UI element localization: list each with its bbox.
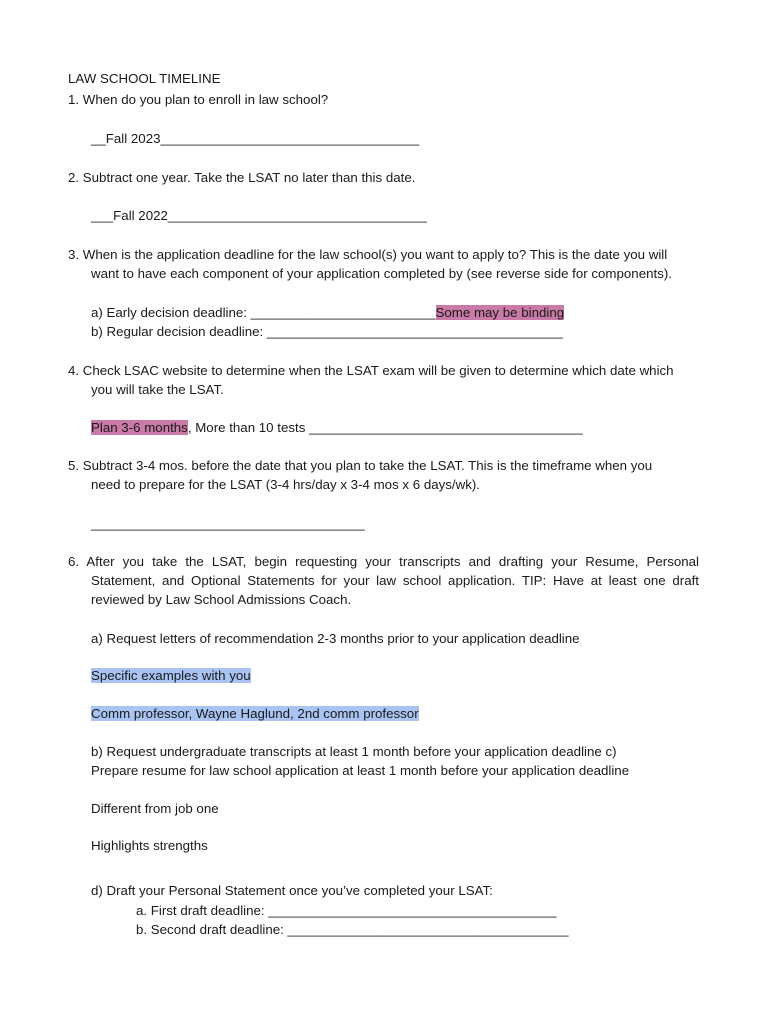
transcripts-item-line-1: b) Request undergraduate transcripts at least 1 month before your application deadline c) — [91, 744, 617, 759]
first-draft-deadline: a. First draft deadline: _______________________________________ — [136, 903, 557, 918]
early-decision-line — [91, 303, 564, 322]
question-5-line-2: need to prepare for the LSAT (3-4 hrs/day x 3-4 mos x 6 days/wk). — [91, 477, 480, 492]
question-6-line-2: Statement, and Optional Statements for your law school application. TIP: Have at least one draft — [91, 573, 699, 588]
question-4-line-1: 4. Check LSAC website to determine when the LSAT exam will be given to determine which date which — [68, 363, 674, 378]
question-6-line-3: reviewed by Law School Admissions Coach. — [91, 592, 352, 607]
lsat-plan-line — [91, 418, 583, 437]
regular-decision-line: b) Regular decision deadline: ________________________________________ — [91, 324, 563, 339]
resume-note-2: Highlights strengths — [91, 838, 208, 853]
specific-examples-highlight: Specific examples with you — [91, 668, 251, 683]
recommendation-letters-item: a) Request letters of recommendation 2-3 months prior to your application deadline — [91, 631, 580, 646]
page-title: LAW SCHOOL TIMELINE — [68, 71, 221, 86]
recommenders-highlight: Comm professor, Wayne Haglund, 2nd comm professor — [91, 706, 419, 721]
recommenders-note — [91, 704, 419, 723]
personal-statement-item: d) Draft your Personal Statement once you’ve completed your LSAT: — [91, 883, 493, 898]
prep-timeframe-blank: _____________________________________ — [91, 516, 365, 531]
question-3-line-1: 3. When is the application deadline for the law school(s) you want to apply to? This is the date you will — [68, 247, 668, 262]
plan-months-highlight: Plan 3-6 months — [91, 420, 188, 435]
answer-2: ___Fall 2022___________________________________ — [91, 208, 427, 223]
question-5-line-1: 5. Subtract 3-4 mos. before the date that you plan to take the LSAT. This is the timeframe when you — [68, 458, 653, 473]
question-2: 2. Subtract one year. Take the LSAT no later than this date. — [68, 170, 416, 185]
plan-tests-text: , More than 10 tests _____________________________________ — [187, 420, 583, 435]
transcripts-item-line-2: Prepare resume for law school application at least 1 month before your application deadline — [91, 763, 630, 778]
question-4-line-2: you will take the LSAT. — [91, 382, 224, 397]
specific-examples-note — [91, 666, 251, 685]
early-decision-label: a) Early decision deadline: _________________________ — [91, 305, 436, 320]
question-6-line-1: 6. After you take the LSAT, begin requesting your transcripts and drafting your Resume, Personal — [68, 554, 699, 569]
binding-note-highlight: Some may be binding — [435, 305, 565, 320]
question-3-line-2: want to have each component of your application completed by (see reverse side for components). — [91, 266, 672, 281]
answer-1: __Fall 2023___________________________________ — [91, 131, 420, 146]
resume-note-1: Different from job one — [91, 801, 219, 816]
second-draft-deadline: b. Second draft deadline: ______________________________________ — [136, 922, 569, 937]
question-1: 1. When do you plan to enroll in law school? — [68, 92, 329, 107]
